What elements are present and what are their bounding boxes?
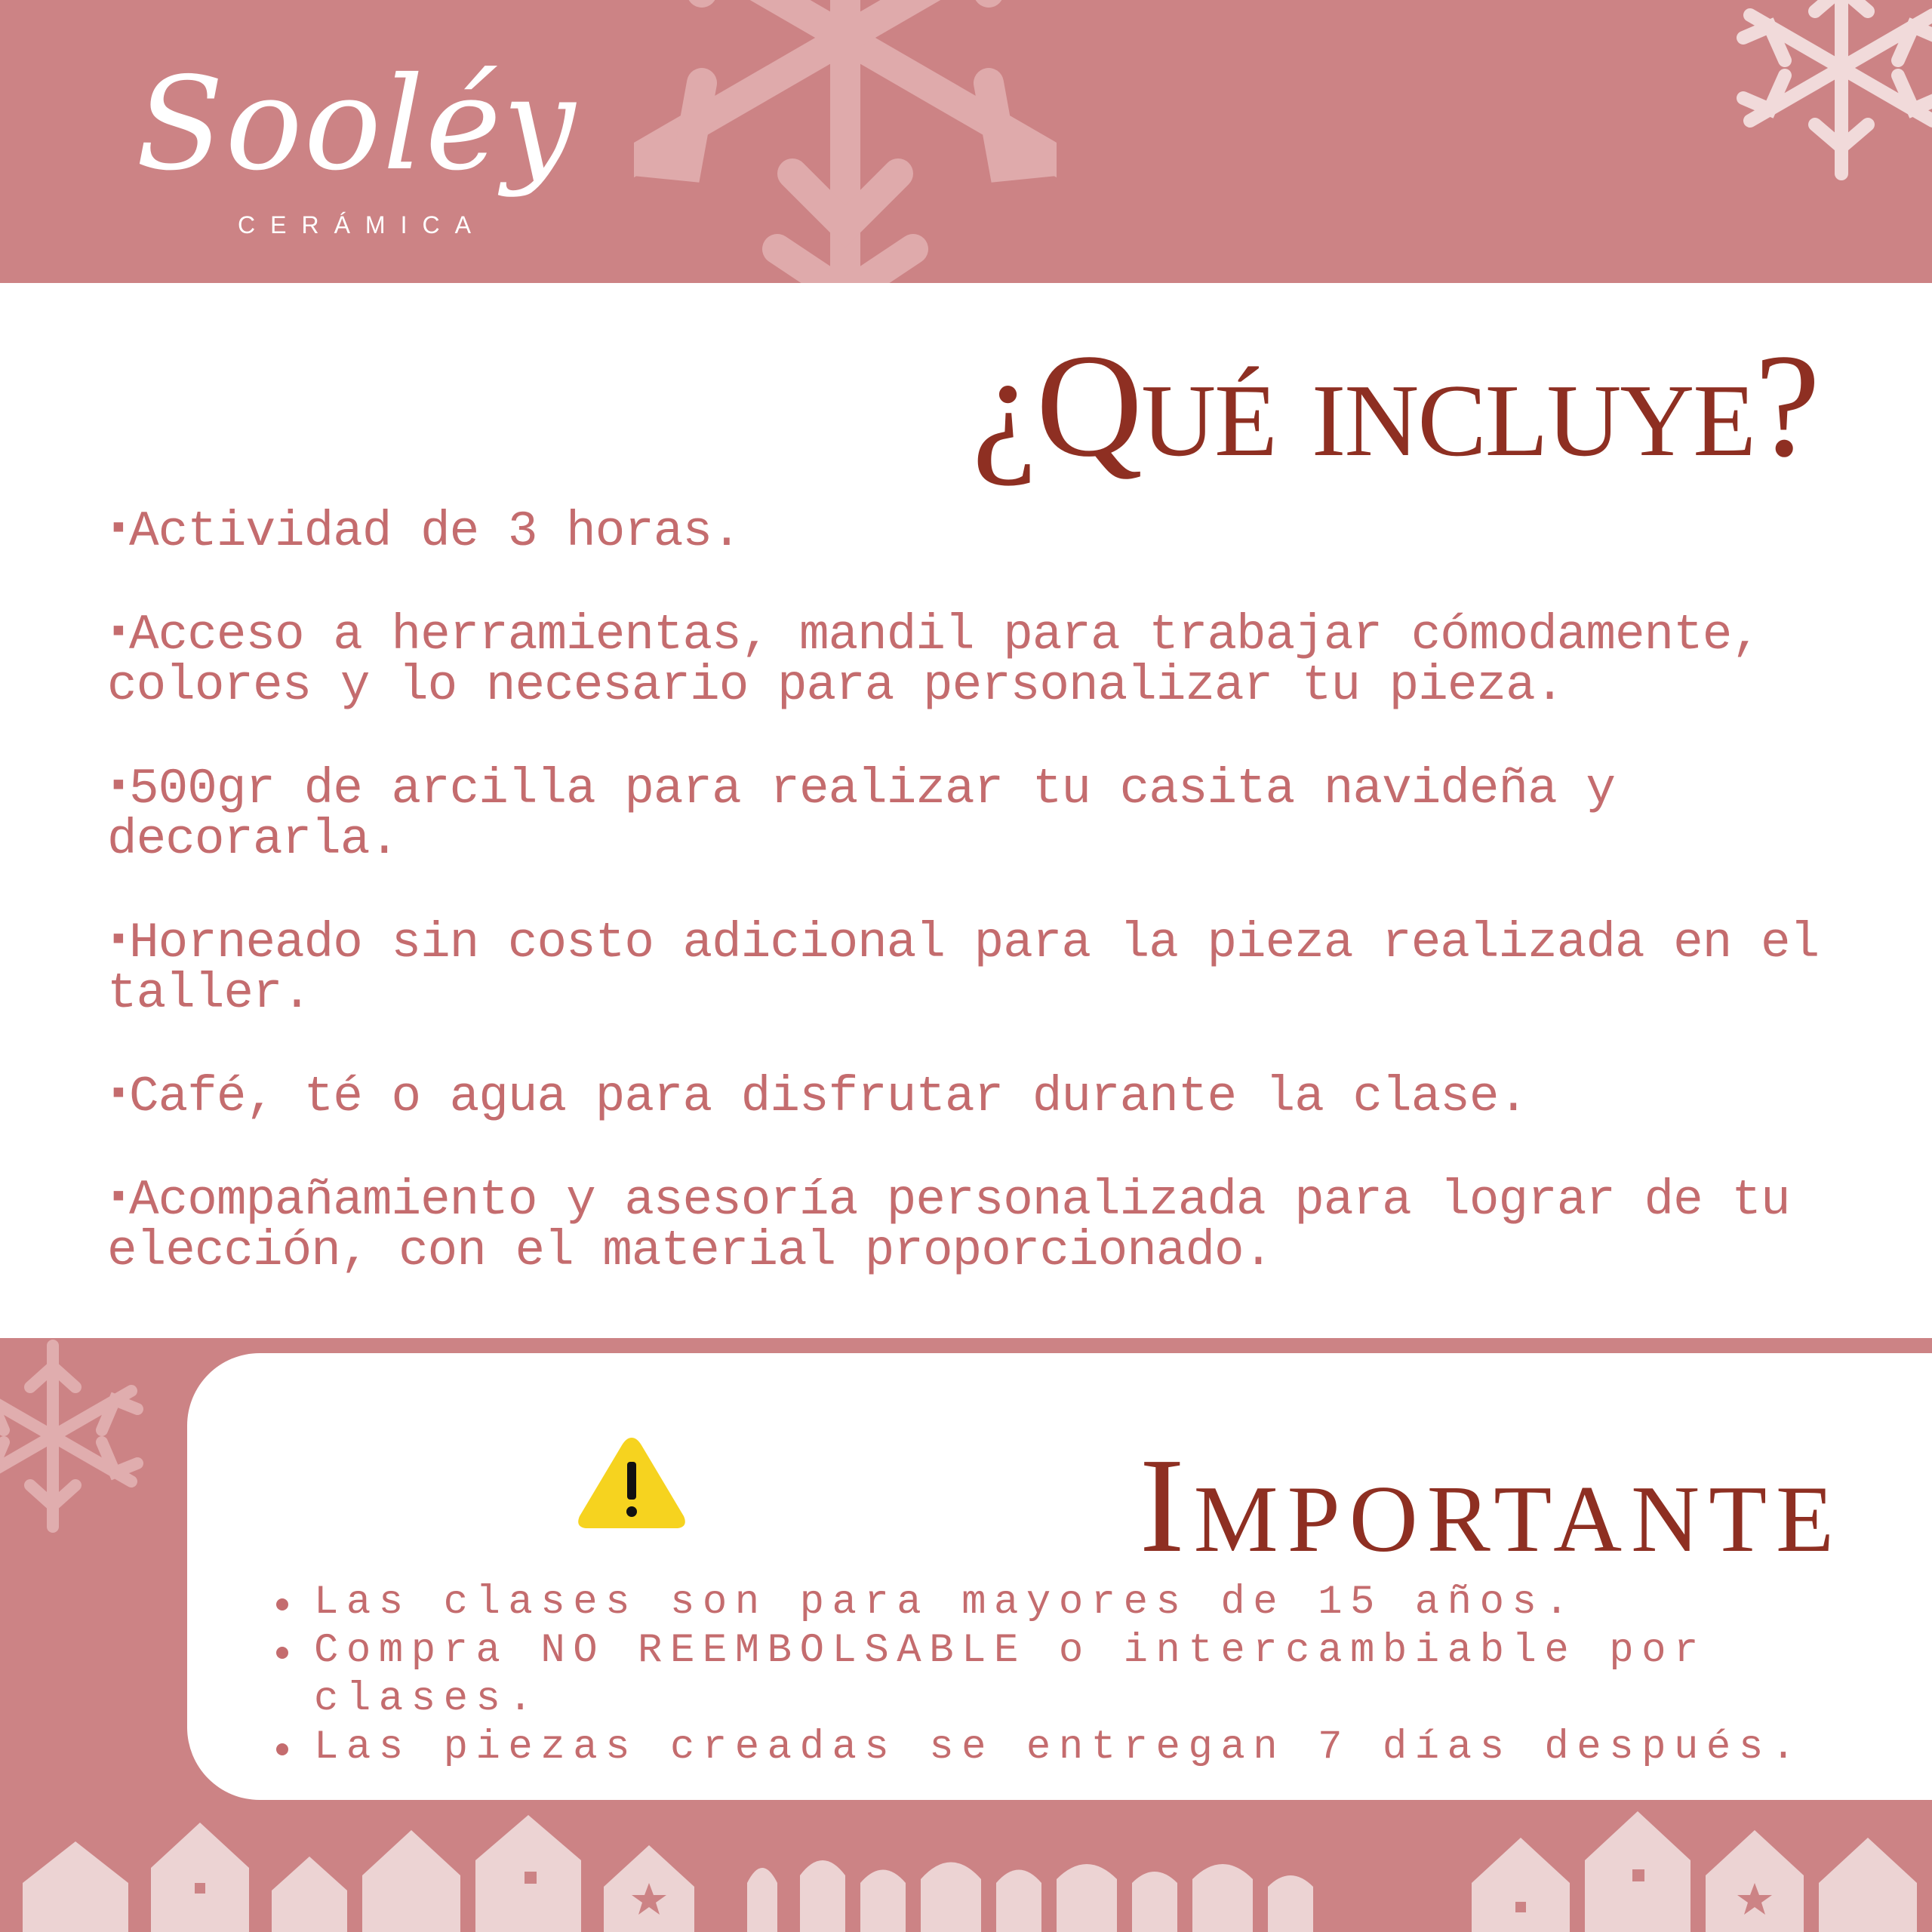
page-title: ¿Qué incluye? (971, 324, 1819, 488)
snowflake-icon (0, 1338, 151, 1534)
house-icon (996, 1870, 1041, 1932)
house-icon (1706, 1830, 1804, 1932)
list-item: Las clases son para mayores de 15 años. (272, 1579, 1872, 1627)
house-icon (800, 1860, 845, 1932)
list-item: ▪Acceso a herramientas, mandil para trabajar cómodamente, colores y lo necesario para personalizar tu pieza. (107, 607, 1761, 714)
included-items-list (107, 504, 1835, 1327)
house-icon (860, 1870, 906, 1932)
list-item: ▪Horneado sin costo adicional para la pieza realizada en el taller. (107, 915, 1820, 1022)
house-icon (1192, 1864, 1253, 1932)
house-icon (272, 1857, 347, 1932)
brand-name: Sooléy (136, 50, 577, 199)
house-icon (1472, 1838, 1570, 1932)
important-notes-list (272, 1579, 1872, 1772)
list-item: Las piezas creadas se entregan 7 días después. (272, 1724, 1872, 1772)
warning-icon (575, 1432, 688, 1534)
snowflake-icon (1728, 0, 1932, 181)
list-item: ▪Acompañamiento y asesoría personalizada para lograr de tu elección, con el material proporcionado. (107, 1172, 1790, 1279)
house-icon (362, 1830, 460, 1932)
important-title: Importante (1139, 1430, 1843, 1580)
houses-decoration (0, 1800, 1932, 1932)
house-icon (151, 1823, 249, 1932)
snowflake-icon (634, 0, 1057, 283)
list-item: Compra NO REEMBOLSABLE o intercambiable por clases. (272, 1627, 1872, 1724)
list-item: ▪Café, té o agua para disfrutar durante la clase. (107, 1069, 1528, 1125)
list-item: ▪Actividad de 3 horas. (107, 503, 741, 560)
house-icon (921, 1863, 981, 1932)
brand-tagline: CERÁMICA (238, 211, 486, 238)
house-icon (23, 1841, 128, 1932)
house-icon (1268, 1875, 1313, 1932)
house-icon (1132, 1872, 1177, 1932)
brand-logo (136, 50, 604, 242)
list-item: ▪500gr de arcilla para realizar tu casita navideña y decorarla. (107, 761, 1615, 868)
house-icon (1819, 1838, 1917, 1932)
house-icon (747, 1868, 777, 1932)
house-icon (1057, 1864, 1117, 1932)
top-banner (0, 0, 1932, 283)
